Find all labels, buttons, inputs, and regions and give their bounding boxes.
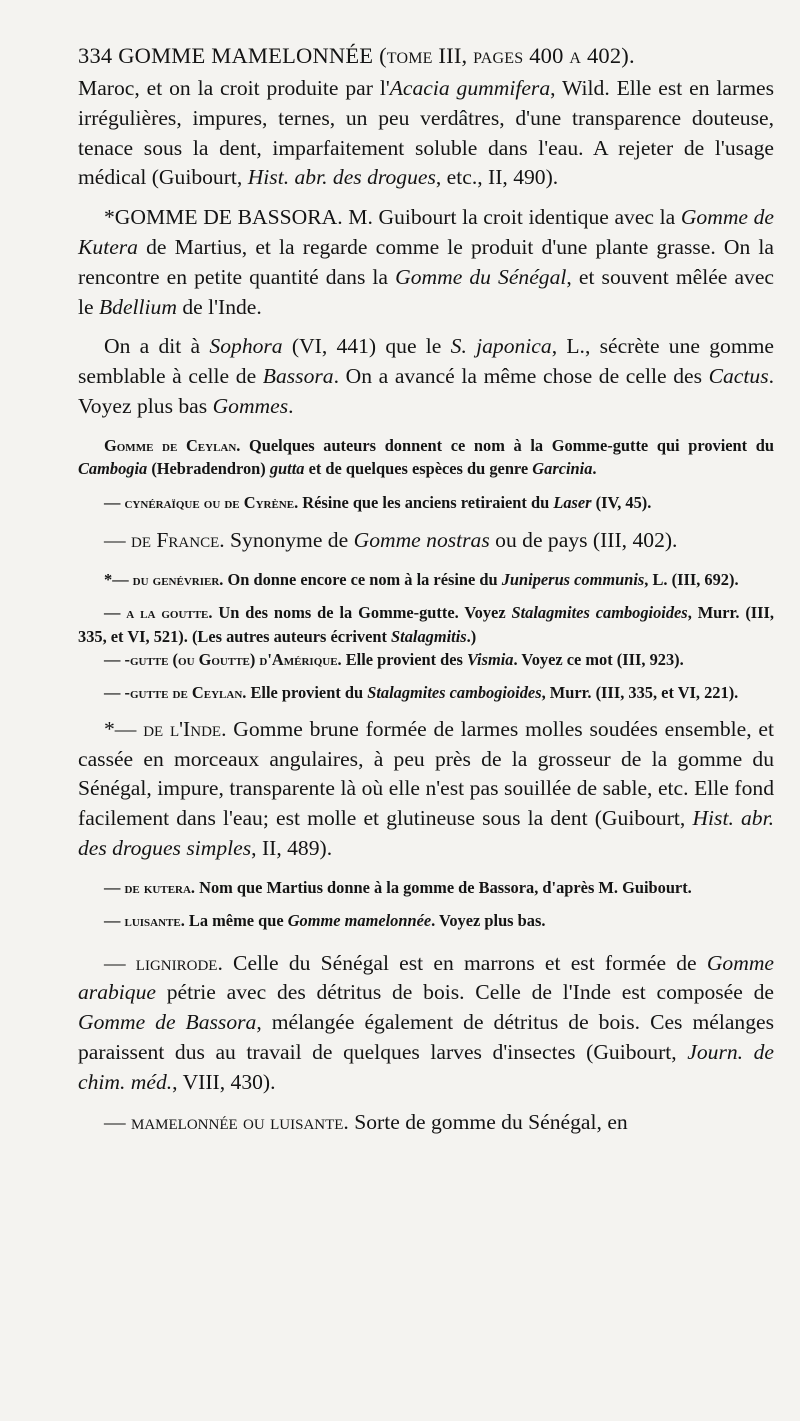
- italic-span: gutta: [269, 459, 305, 479]
- entry-lignirode: [78, 949, 774, 1098]
- text-span: Celle du Sénégal est en marrons et est formée de: [222, 950, 707, 975]
- text-span: . Voyez plus bas: [78, 364, 774, 418]
- text-span: , Murr. (III, 335, et VI, 221).: [541, 683, 739, 703]
- text-span: de Martius, et la regarde comme le produit d'une plante grasse. On la rencontre en petite quantité dans la: [78, 234, 774, 289]
- entry-gutte-de-ceylan: [78, 681, 774, 704]
- text-span: Résine que les anciens retiraient du: [298, 492, 554, 512]
- italic-span: S. japonica: [450, 334, 552, 359]
- italic-span: Bdellium: [98, 294, 177, 319]
- text-span: On a dit à: [104, 334, 210, 359]
- text-span: pétrie avec des détritus de bois. Celle de l'Inde est composée de: [155, 980, 774, 1005]
- paragraph-sophora: [78, 332, 774, 421]
- entry-heading: — mamelonnée ou luisante.: [104, 1109, 349, 1134]
- entry-heading: *GOMME DE BASSORA.: [104, 205, 343, 230]
- text-span: , et souvent mêlée avec le: [78, 264, 775, 319]
- entry-heading: — cynéraïque ou de Cyrène.: [104, 492, 299, 512]
- entry-de-france: [78, 526, 774, 556]
- italic-span: Gommes: [212, 393, 289, 418]
- text-span: de l'Inde.: [176, 294, 262, 319]
- text-span: , Murr. (III, 335, et VI, 521). (Les autres auteurs écrivent: [78, 603, 775, 646]
- entry-heading: *— du genévrier.: [104, 569, 224, 589]
- italic-span: Stalagmites cambogioides: [367, 683, 542, 703]
- text-span: . Voyez plus bas.: [431, 911, 546, 931]
- entry-heading: Gomme de Ceylan.: [104, 435, 241, 455]
- text-span: La même que: [184, 911, 288, 931]
- italic-span: Stalagmites cambogioides: [511, 603, 688, 623]
- italic-span: Vismia: [467, 650, 514, 669]
- entry-a-la-goutte: [78, 601, 774, 648]
- text-span: (IV, 45).: [591, 492, 652, 512]
- italic-span: Bassora: [262, 364, 334, 389]
- text-span: M. Guibourt la croit identique avec la: [342, 205, 681, 230]
- text-span: Elle provient des: [341, 650, 468, 669]
- text-span: et de quelques espèces du genre: [304, 459, 533, 479]
- italic-span: Hist. abr. des drogues: [247, 165, 436, 190]
- text-span: , etc., II, 490).: [435, 165, 559, 190]
- entry-mamelonnee: [78, 1108, 774, 1138]
- text-span: Maroc, et on la croit produite par l': [78, 76, 390, 100]
- text-span: , Wild. Elle est en larmes irrégulières, impures, ternes, un peu verdâtres, d'une transparence douteuse, tenace sous la dent, imparfaitement soluble dans l'eau. A rejeter de l'usage médical (Guibourt,: [78, 76, 774, 190]
- entry-heading: *— de l'Inde.: [104, 716, 227, 741]
- entry-gomme-de-bassora: [78, 203, 774, 322]
- document-page: [78, 40, 774, 1137]
- entry-de-kutera: [78, 876, 774, 899]
- entry-gomme-de-ceylan: [78, 434, 774, 481]
- text-span: . Voyez ce mot (III, 923).: [513, 650, 684, 669]
- text-span: . On a avancé la même chose de celle des: [333, 364, 709, 389]
- text-span: , VIII, 430).: [172, 1069, 276, 1094]
- text-span: Gomme brune formée de larmes molles soudées ensemble, et cassée en morceaux angulaires, à peu près de la grosseur de la gomme du Sénégal, impure, transparente là où elle n'est pas souillée de sable, etc. Elle fond facilement dans l'eau; est molle et glutineuse sous la dent (Guibourt,: [78, 716, 774, 831]
- entry-gutte-damerique: [78, 648, 774, 671]
- entry-heading: — luisante.: [104, 911, 185, 931]
- text-span: Quelques auteurs donnent ce nom à la Gomme-gutte qui provient du: [240, 435, 774, 455]
- italic-span: Acacia gummifera: [389, 76, 551, 100]
- text-span: .: [288, 393, 294, 418]
- italic-span: Gomme de Bassora: [78, 1010, 257, 1035]
- text-span: , mélangée également de détritus de bois. Ces mélanges paraissent dus au travail de quelques larves d'insectes (Guibourt,: [78, 1010, 774, 1064]
- entry-heading: — -gutte de Ceylan.: [104, 683, 247, 703]
- entry-luisante: [78, 909, 774, 932]
- italic-span: Cambogia: [78, 459, 148, 479]
- italic-span: Gomme du Sénégal: [395, 264, 567, 289]
- header-reference: (tome III, pages 400 a 402).: [379, 43, 635, 68]
- italic-span: Gomme de Kutera: [78, 205, 774, 259]
- text-span: Synonyme de: [224, 527, 354, 552]
- italic-span: Stalagmitis: [391, 626, 467, 646]
- running-header: [78, 40, 774, 74]
- entry-heading: — lignirode.: [104, 950, 223, 975]
- entry-heading: — de kutera.: [104, 877, 196, 897]
- entry-heading: — de France.: [104, 527, 225, 552]
- text-span: Sorte de gomme du Sénégal, en: [348, 1109, 628, 1134]
- text-span: (VI, 441) que le: [282, 334, 451, 359]
- page-number: 334: [78, 43, 113, 68]
- text-span: .: [592, 459, 597, 479]
- italic-span: Garcinia: [532, 459, 593, 479]
- text-span: On donne encore ce nom à la résine du: [223, 569, 502, 589]
- text-span: , L., sécrète une gomme semblable à celle de: [78, 334, 775, 389]
- italic-span: Gomme arabique: [78, 950, 774, 1005]
- entry-heading: — a la goutte.: [104, 603, 213, 623]
- text-span: , II, 489).: [251, 836, 333, 860]
- header-title: GOMME MAMELONNÉE: [118, 43, 374, 68]
- text-span: (Hebradendron): [147, 459, 270, 479]
- entry-cyrene: [78, 491, 774, 514]
- italic-span: Sophora: [209, 334, 283, 359]
- italic-span: Gomme nostras: [353, 527, 490, 552]
- text-span: ou de pays (III, 402).: [489, 527, 678, 552]
- entry-de-linde: [78, 715, 774, 864]
- entry-heading: — -gutte (ou Goutte) d'Amérique.: [104, 650, 342, 669]
- text-span: Nom que Martius donne à la gomme de Bassora, d'après M. Guibourt.: [195, 877, 692, 897]
- italic-span: Cactus: [708, 364, 769, 389]
- text-span: , L. (III, 692).: [644, 569, 739, 589]
- text-span: .): [466, 626, 477, 646]
- paragraph-continuation: [78, 74, 774, 193]
- text-span: Un des noms de la Gomme-gutte. Voyez: [212, 603, 512, 623]
- italic-span: Gomme mamelonnée: [287, 911, 432, 931]
- italic-span: Hist. abr. des drogues simples: [78, 806, 775, 860]
- entry-du-genevrier: [78, 568, 774, 591]
- text-span: Elle provient du: [246, 683, 368, 703]
- italic-span: Laser: [553, 492, 592, 512]
- italic-span: Juniperus communis: [501, 569, 645, 589]
- italic-span: Journ. de chim. méd.: [78, 1040, 774, 1094]
